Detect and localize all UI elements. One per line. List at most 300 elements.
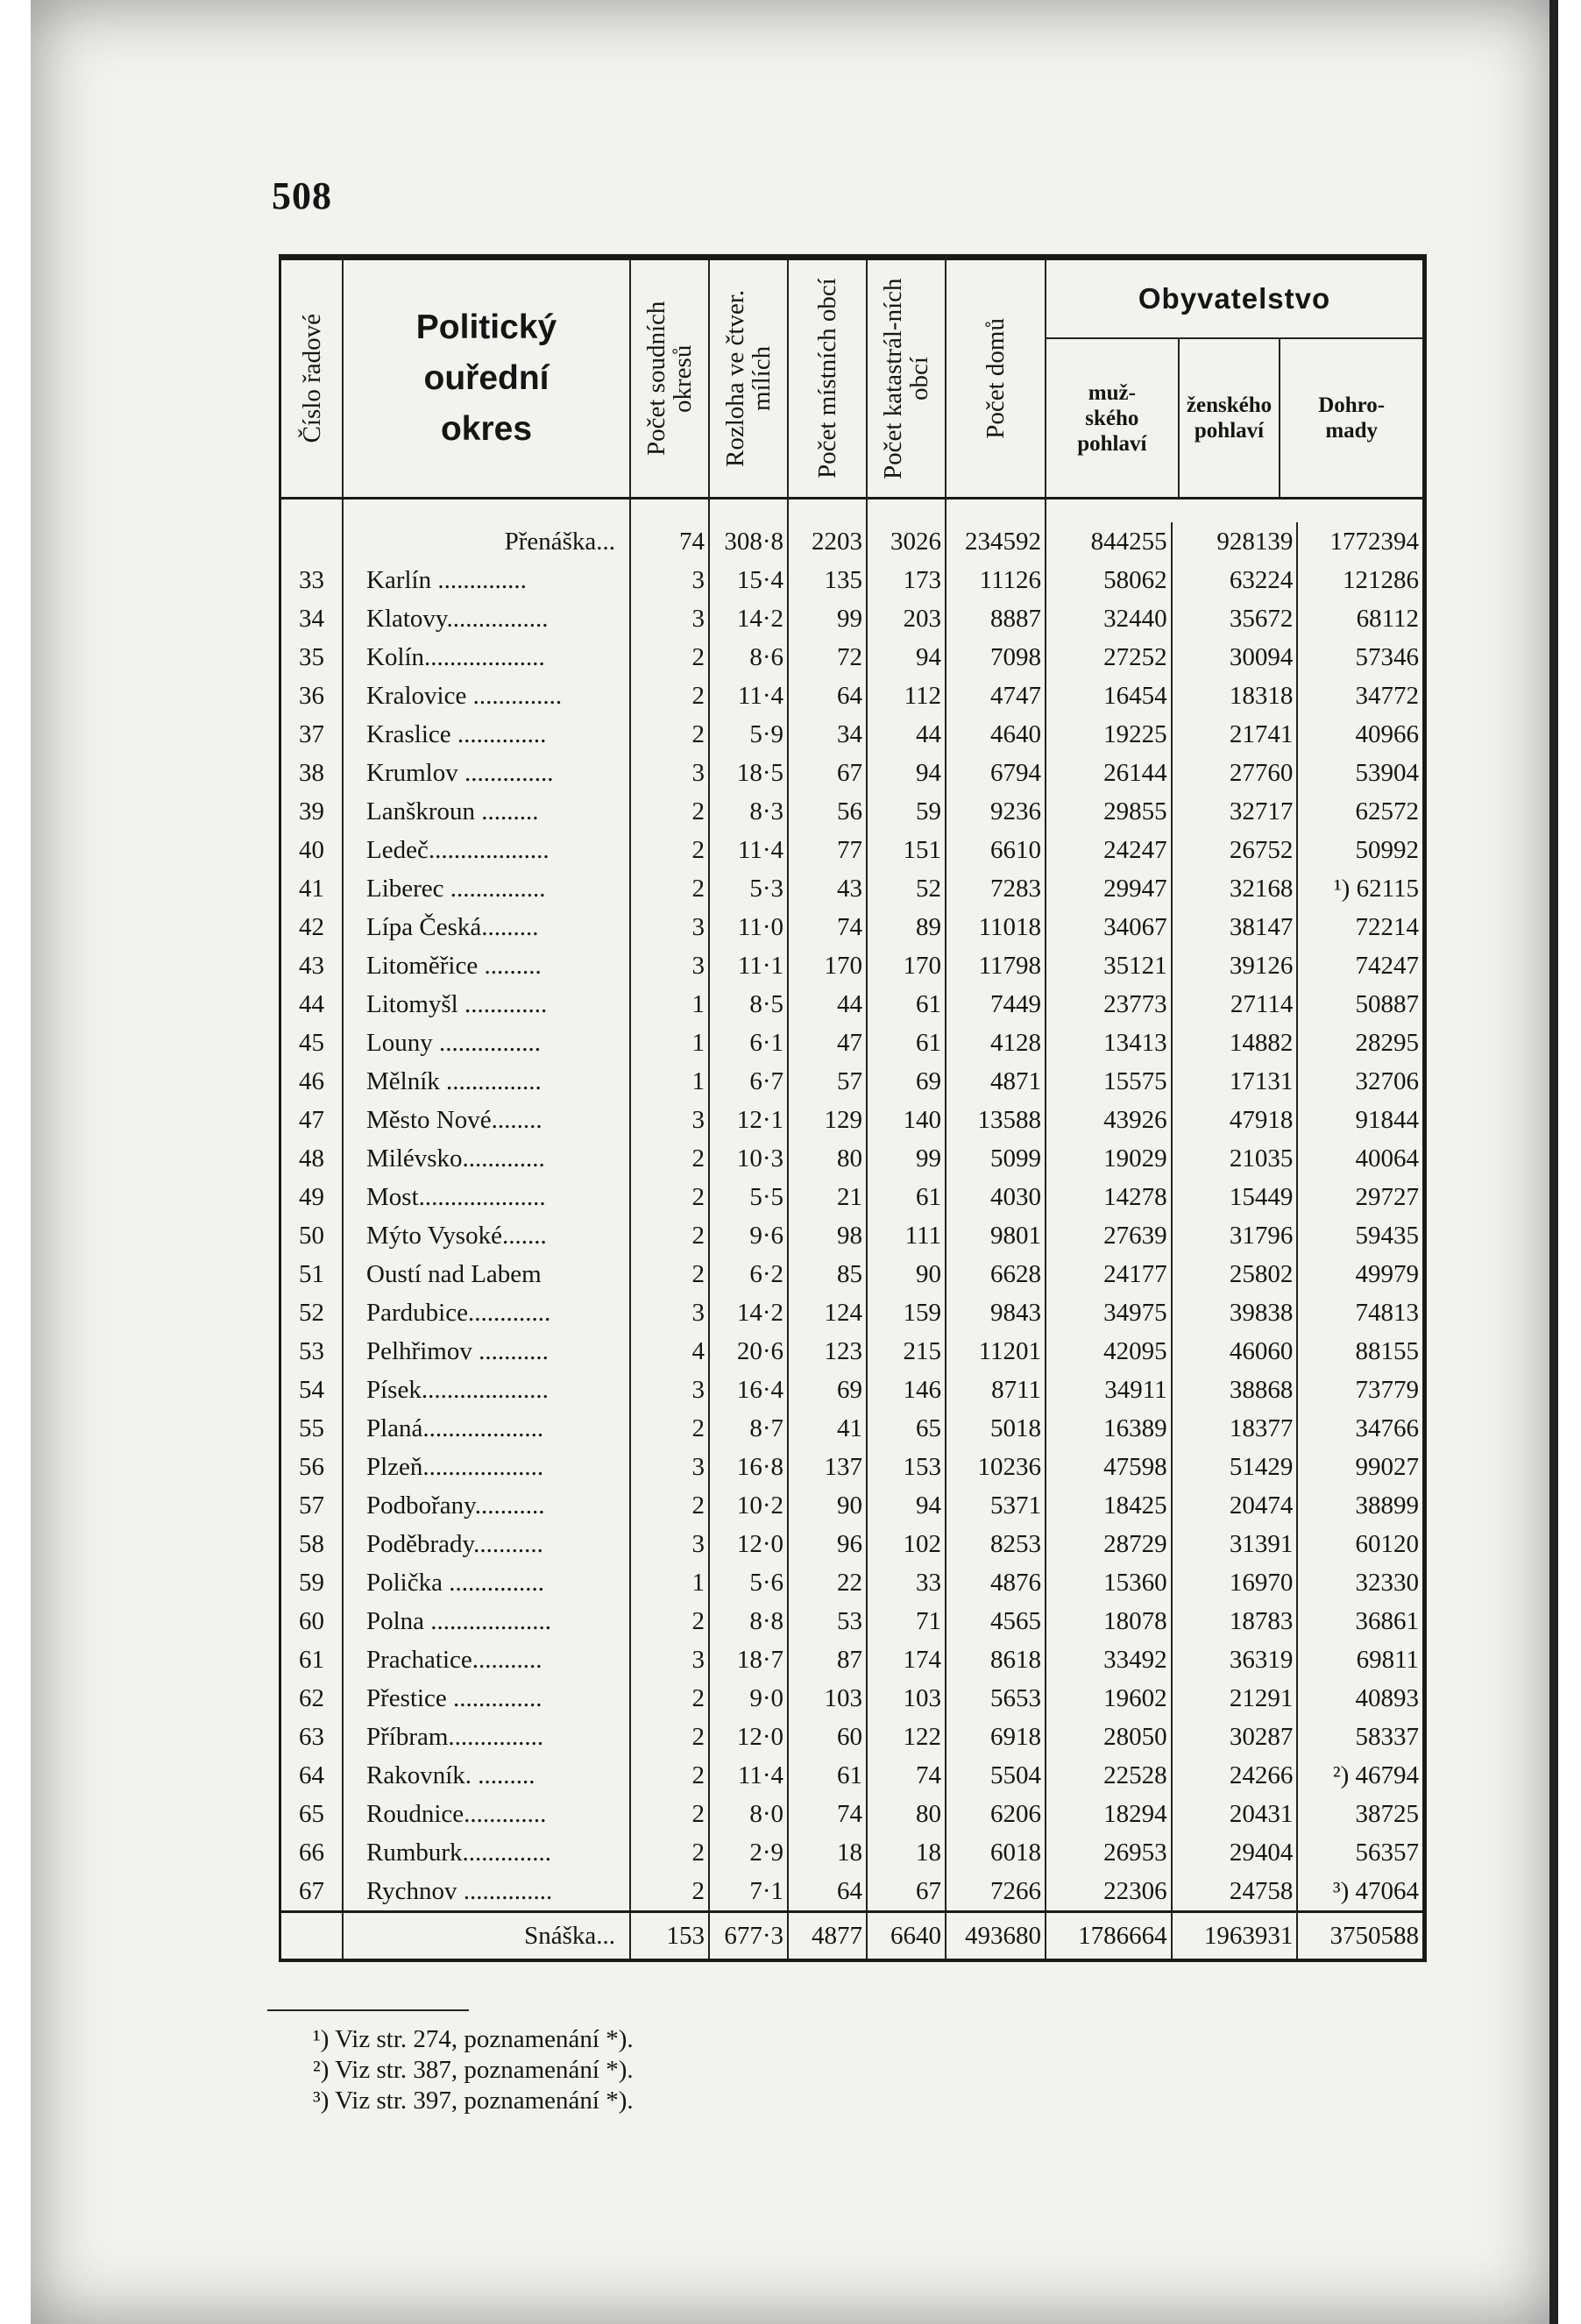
cell-c6: 22528 [1046, 1756, 1173, 1795]
cell-c4: 74 [867, 1756, 946, 1795]
cell-c1: 2 [630, 1409, 709, 1448]
carry-celkem: 1772394 [1329, 528, 1420, 556]
district-name: Polna ................... [343, 1602, 630, 1640]
cell-c1: 2 [630, 1718, 709, 1756]
cell-c2: 20·6 [709, 1332, 788, 1371]
cell-c8: 69811 [1356, 1646, 1420, 1674]
cell-c3: 74 [788, 908, 867, 946]
row-number: 66 [281, 1833, 343, 1872]
table-row [281, 599, 1422, 638]
cell-c6: 27639 [1046, 1216, 1173, 1255]
cell-c5: 8618 [946, 1640, 1046, 1679]
cell-c7: 38147 [1173, 908, 1299, 946]
cell-c7: 16970 [1173, 1563, 1299, 1602]
header-dohromady: Dohro-mady [1318, 393, 1386, 443]
district-name: Město Nové........ [343, 1101, 630, 1139]
cell-c1: 2 [630, 677, 709, 715]
district-name: Krumlov .............. [343, 754, 630, 792]
row-number: 45 [281, 1024, 343, 1062]
cell-c5: 6628 [946, 1255, 1046, 1293]
cell-c5: 4128 [946, 1024, 1046, 1062]
carry-muzi: 844255 [1046, 522, 1173, 561]
total-celkem: 3750588 [1329, 1922, 1420, 1950]
cell-c5: 4747 [946, 677, 1046, 715]
cell-c3: 18 [788, 1833, 867, 1872]
cell-c2: 6·1 [709, 1024, 788, 1062]
district-name: Rakovník. ......... [343, 1756, 630, 1795]
cell-c8: 57346 [1355, 643, 1420, 671]
cell-c8: ³) 47064 [1332, 1877, 1420, 1905]
cell-c8: 40893 [1355, 1684, 1420, 1712]
cell-c8: 73779 [1355, 1376, 1420, 1404]
cell-c4: 71 [867, 1602, 946, 1640]
page-scan [31, 0, 1556, 2324]
cell-c2: 2·9 [709, 1833, 788, 1872]
row-number: 59 [281, 1563, 343, 1602]
cell-c8: 29727 [1355, 1183, 1420, 1211]
cell-c6: 13413 [1046, 1024, 1173, 1062]
row-number: 34 [281, 599, 343, 638]
table-row [281, 1293, 1422, 1332]
row-number: 57 [281, 1486, 343, 1525]
cell-c6: 32440 [1046, 599, 1173, 638]
cell-c7: 24266 [1173, 1756, 1299, 1795]
row-number: 42 [281, 908, 343, 946]
cell-c7: 36319 [1173, 1640, 1299, 1679]
cell-c8: 68112 [1356, 605, 1420, 633]
district-name: Klatovy................ [343, 599, 630, 638]
cell-c6: 47598 [1046, 1448, 1173, 1486]
cell-c6: 28050 [1046, 1718, 1173, 1756]
table-row [281, 1024, 1422, 1062]
cell-c6: 15575 [1046, 1062, 1173, 1101]
table-row [281, 1216, 1422, 1255]
cell-c7: 14882 [1173, 1024, 1299, 1062]
district-name: Mělník ............... [343, 1062, 630, 1101]
district-name: Podbořany........... [343, 1486, 630, 1525]
cell-c2: 5·5 [709, 1178, 788, 1216]
row-number: 43 [281, 946, 343, 985]
cell-c7: 20431 [1173, 1795, 1299, 1833]
cell-c2: 7·1 [709, 1872, 788, 1912]
cell-c6: 26953 [1046, 1833, 1173, 1872]
footnote-text: Viz str. 387, poznamenání *). [335, 2056, 634, 2084]
header-obyvatelstvo-group [1046, 260, 1422, 499]
cell-c2: 6·7 [709, 1062, 788, 1101]
cell-c5: 6610 [946, 831, 1046, 869]
total-katastralnich: 6640 [867, 1912, 946, 1959]
cell-c6: 14278 [1046, 1178, 1173, 1216]
cell-c3: 43 [788, 869, 867, 908]
cell-c2: 8·6 [709, 638, 788, 677]
table-row [281, 1409, 1422, 1448]
footnote [313, 2055, 634, 2086]
cell-c3: 135 [788, 561, 867, 599]
cell-c1: 3 [630, 561, 709, 599]
cell-c5: 11126 [946, 561, 1046, 599]
carry-row [281, 499, 1422, 562]
cell-c5: 10236 [946, 1448, 1046, 1486]
row-number: 40 [281, 831, 343, 869]
cell-c1: 3 [630, 1448, 709, 1486]
cell-c2: 5·6 [709, 1563, 788, 1602]
cell-c1: 2 [630, 869, 709, 908]
district-name: Lanškroun ......... [343, 792, 630, 831]
cell-c6: 19029 [1046, 1139, 1173, 1178]
cell-c1: 3 [630, 1525, 709, 1563]
header-soudnich: Počet soudních okresů [630, 260, 709, 499]
cell-c7: 24758 [1173, 1872, 1299, 1910]
cell-c5: 4030 [946, 1178, 1046, 1216]
cell-c3: 64 [788, 677, 867, 715]
row-number: 61 [281, 1640, 343, 1679]
cell-c4: 80 [867, 1795, 946, 1833]
page-number: 508 [272, 174, 332, 217]
cell-c7: 25802 [1173, 1255, 1299, 1293]
row-number: 50 [281, 1216, 343, 1255]
cell-c5: 7283 [946, 869, 1046, 908]
cell-c3: 99 [788, 599, 867, 638]
cell-c7: 17131 [1173, 1062, 1299, 1101]
cell-c2: 8·3 [709, 792, 788, 831]
cell-c8: 32706 [1355, 1067, 1420, 1095]
cell-c7: 31796 [1173, 1216, 1299, 1255]
row-number: 48 [281, 1139, 343, 1178]
cell-c4: 67 [867, 1872, 946, 1912]
row-number: 52 [281, 1293, 343, 1332]
cell-c5: 5504 [946, 1756, 1046, 1795]
cell-c8: 72214 [1355, 913, 1420, 941]
row-number: 41 [281, 869, 343, 908]
cell-c2: 5·3 [709, 869, 788, 908]
cell-c1: 3 [630, 908, 709, 946]
cell-c8: 99027 [1355, 1453, 1420, 1481]
cell-c7: 31391 [1173, 1525, 1299, 1563]
cell-c5: 9843 [946, 1293, 1046, 1332]
cell-c6: 34067 [1046, 908, 1173, 946]
cell-c8: 50992 [1355, 836, 1420, 864]
row-number: 35 [281, 638, 343, 677]
cell-c2: 11·4 [709, 831, 788, 869]
cell-c1: 3 [630, 1293, 709, 1332]
row-number: 51 [281, 1255, 343, 1293]
cell-c7: 21291 [1173, 1679, 1299, 1718]
cell-c3: 96 [788, 1525, 867, 1563]
cell-c4: 174 [867, 1640, 946, 1679]
cell-c5: 5653 [946, 1679, 1046, 1718]
cell-c5: 4876 [946, 1563, 1046, 1602]
cell-c8: 91844 [1355, 1106, 1420, 1134]
cell-c3: 103 [788, 1679, 867, 1718]
cell-c8: 32330 [1355, 1569, 1420, 1597]
row-number: 58 [281, 1525, 343, 1563]
cell-c8: 56357 [1355, 1839, 1420, 1867]
cell-c6: 27252 [1046, 638, 1173, 677]
row-number: 53 [281, 1332, 343, 1371]
cell-c6: 15360 [1046, 1563, 1173, 1602]
row-number: 37 [281, 715, 343, 754]
row-number: 36 [281, 677, 343, 715]
cell-c4: 18 [867, 1833, 946, 1872]
table-row [281, 1486, 1422, 1525]
cell-c1: 3 [630, 946, 709, 985]
table-row [281, 1332, 1422, 1371]
cell-c1: 2 [630, 831, 709, 869]
cell-c8: ¹) 62115 [1333, 875, 1420, 903]
cell-c2: 12·1 [709, 1101, 788, 1139]
total-mistnich: 4877 [788, 1912, 867, 1959]
header-zenskeho: ženského pohlaví [1180, 339, 1281, 497]
cell-c5: 4871 [946, 1062, 1046, 1101]
cell-c4: 33 [867, 1563, 946, 1602]
cell-c7: 26752 [1173, 831, 1299, 869]
district-name: Přestice .............. [343, 1679, 630, 1718]
cell-c2: 8·0 [709, 1795, 788, 1833]
cell-c5: 6018 [946, 1833, 1046, 1872]
cell-c5: 11018 [946, 908, 1046, 946]
cell-c7: 21035 [1173, 1139, 1299, 1178]
cell-c5: 11201 [946, 1332, 1046, 1371]
carry-domu: 234592 [946, 499, 1046, 562]
cell-c3: 53 [788, 1602, 867, 1640]
table-row [281, 946, 1422, 985]
footnote-mark: ³) [313, 2087, 330, 2115]
cell-c2: 11·4 [709, 1756, 788, 1795]
district-name: Prachatice........... [343, 1640, 630, 1679]
cell-c3: 64 [788, 1872, 867, 1912]
row-number: 44 [281, 985, 343, 1024]
cell-c6: 29947 [1046, 869, 1173, 908]
cell-c6: 43926 [1046, 1101, 1173, 1139]
table-row [281, 561, 1422, 599]
cell-c1: 3 [630, 1640, 709, 1679]
cell-c2: 8·7 [709, 1409, 788, 1448]
cell-c7: 32717 [1173, 792, 1299, 831]
cell-c3: 137 [788, 1448, 867, 1486]
table-row [281, 792, 1422, 831]
cell-c3: 67 [788, 754, 867, 792]
cell-c6: 22306 [1046, 1872, 1173, 1910]
footnote-rule [267, 2009, 469, 2011]
cell-c4: 52 [867, 869, 946, 908]
table-row [281, 1563, 1422, 1602]
cell-c1: 2 [630, 1255, 709, 1293]
carry-label: Přenáška... [343, 499, 630, 562]
table-row [281, 1371, 1422, 1409]
cell-c7: 30287 [1173, 1718, 1299, 1756]
district-name: Planá................... [343, 1409, 630, 1448]
cell-c3: 80 [788, 1139, 867, 1178]
cell-c1: 3 [630, 1371, 709, 1409]
district-name: Mýto Vysoké....... [343, 1216, 630, 1255]
district-name: Lípa Česká......... [343, 908, 630, 946]
cell-c8: 74247 [1355, 952, 1420, 980]
cell-c1: 3 [630, 754, 709, 792]
footnotes [313, 2024, 634, 2116]
cell-c6: 23773 [1046, 985, 1173, 1024]
table-row [281, 1756, 1422, 1795]
cell-c3: 74 [788, 1795, 867, 1833]
cell-c1: 1 [630, 1062, 709, 1101]
cell-c7: 27114 [1173, 985, 1299, 1024]
total-row [281, 1912, 1422, 1959]
row-number: 54 [281, 1371, 343, 1409]
cell-c5: 9801 [946, 1216, 1046, 1255]
district-name: Příbram............... [343, 1718, 630, 1756]
cell-c7: 38868 [1173, 1371, 1299, 1409]
cell-c2: 18·7 [709, 1640, 788, 1679]
cell-c5: 7098 [946, 638, 1046, 677]
table-row [281, 1525, 1422, 1563]
cell-c5: 13588 [946, 1101, 1046, 1139]
cell-c7: 21741 [1173, 715, 1299, 754]
cell-c1: 1 [630, 1563, 709, 1602]
cell-c5: 5371 [946, 1486, 1046, 1525]
district-name: Pardubice............. [343, 1293, 630, 1332]
table-row [281, 985, 1422, 1024]
district-name: Most.................... [343, 1178, 630, 1216]
total-domu: 493680 [946, 1912, 1046, 1959]
cell-c4: 99 [867, 1139, 946, 1178]
table-row [281, 908, 1422, 946]
cell-c5: 5018 [946, 1409, 1046, 1448]
cell-c7: 51429 [1173, 1448, 1299, 1486]
cell-c4: 203 [867, 599, 946, 638]
cell-c3: 22 [788, 1563, 867, 1602]
cell-c4: 65 [867, 1409, 946, 1448]
cell-c7: 46060 [1173, 1332, 1299, 1371]
header-cislo: Číslo řadové [281, 260, 343, 499]
district-name: Karlín .............. [343, 561, 630, 599]
total-label: Snáška... [343, 1912, 630, 1959]
footnote-text: Viz str. 397, poznamenání *). [335, 2087, 634, 2115]
district-name: Plzeň................... [343, 1448, 630, 1486]
row-number: 62 [281, 1679, 343, 1718]
table-row [281, 1640, 1422, 1679]
cell-c5: 8887 [946, 599, 1046, 638]
cell-c3: 60 [788, 1718, 867, 1756]
cell-c4: 146 [867, 1371, 946, 1409]
cell-c2: 9·6 [709, 1216, 788, 1255]
cell-c7: 39838 [1173, 1293, 1299, 1332]
cell-c4: 159 [867, 1293, 946, 1332]
cell-c6: 29855 [1046, 792, 1173, 831]
total-muzi: 1786664 [1046, 1913, 1173, 1959]
cell-c4: 111 [867, 1216, 946, 1255]
cell-c7: 15449 [1173, 1178, 1299, 1216]
cell-c1: 2 [630, 1486, 709, 1525]
cell-c3: 61 [788, 1756, 867, 1795]
cell-c2: 6·2 [709, 1255, 788, 1293]
cell-c4: 89 [867, 908, 946, 946]
cell-c8: 74813 [1355, 1299, 1420, 1327]
row-number: 65 [281, 1795, 343, 1833]
cell-c2: 9·0 [709, 1679, 788, 1718]
table-row [281, 715, 1422, 754]
cell-c2: 11·0 [709, 908, 788, 946]
cell-c8: ²) 46794 [1332, 1761, 1420, 1789]
cell-c5: 8253 [946, 1525, 1046, 1563]
cell-c6: 24247 [1046, 831, 1173, 869]
cell-c2: 14·2 [709, 1293, 788, 1332]
cell-c5: 6206 [946, 1795, 1046, 1833]
cell-c8: 40064 [1355, 1144, 1420, 1173]
cell-c8: 62572 [1355, 797, 1420, 825]
carry-mistnich: 2203 [788, 499, 867, 562]
cell-c3: 90 [788, 1486, 867, 1525]
row-number: 56 [281, 1448, 343, 1486]
cell-c1: 2 [630, 1178, 709, 1216]
cell-c8: 53904 [1355, 759, 1420, 787]
cell-c8: 40966 [1355, 720, 1420, 748]
cell-c6: 18294 [1046, 1795, 1173, 1833]
cell-c3: 56 [788, 792, 867, 831]
row-number: 33 [281, 561, 343, 599]
cell-c1: 2 [630, 1833, 709, 1872]
header-obyvatelstvo: Obyvatelstvo [1046, 260, 1422, 339]
district-name: Roudnice............. [343, 1795, 630, 1833]
cell-c6: 26144 [1046, 754, 1173, 792]
district-name: Kralovice .............. [343, 677, 630, 715]
cell-c4: 173 [867, 561, 946, 599]
cell-c1: 4 [630, 1332, 709, 1371]
cell-c1: 2 [630, 1756, 709, 1795]
district-name: Litoměřice ......... [343, 946, 630, 985]
table-row [281, 831, 1422, 869]
footnote-mark: ²) [313, 2056, 330, 2084]
cell-c7: 39126 [1173, 946, 1299, 985]
header-katastralnich: Počet katastrál-ních obcí [867, 260, 946, 499]
cell-c2: 12·0 [709, 1525, 788, 1563]
table-row [281, 677, 1422, 715]
cell-c5: 11798 [946, 946, 1046, 985]
district-name: Rumburk.............. [343, 1833, 630, 1872]
cell-c2: 8·5 [709, 985, 788, 1024]
page-edge [1549, 0, 1558, 2324]
cell-c3: 57 [788, 1062, 867, 1101]
cell-c8: 28295 [1355, 1029, 1420, 1057]
cell-c8: 49979 [1355, 1260, 1420, 1288]
cell-c6: 16389 [1046, 1409, 1173, 1448]
cell-c4: 59 [867, 792, 946, 831]
total-zeny: 1963931 [1173, 1913, 1299, 1959]
table-row [281, 1718, 1422, 1756]
cell-c1: 2 [630, 1795, 709, 1833]
cell-c1: 2 [630, 1679, 709, 1718]
cell-c2: 16·8 [709, 1448, 788, 1486]
cell-c7: 32168 [1173, 869, 1299, 908]
district-name: Kolín................... [343, 638, 630, 677]
cell-c6: 16454 [1046, 677, 1173, 715]
cell-c4: 112 [867, 677, 946, 715]
table-row [281, 1679, 1422, 1718]
cell-c4: 94 [867, 1486, 946, 1525]
row-number: 39 [281, 792, 343, 831]
cell-c3: 21 [788, 1178, 867, 1216]
cell-c6: 24177 [1046, 1255, 1173, 1293]
footnote-mark: ¹) [313, 2025, 330, 2053]
table-header [281, 260, 1422, 499]
cell-c5: 4565 [946, 1602, 1046, 1640]
district-name: Louny ................ [343, 1024, 630, 1062]
cell-c3: 124 [788, 1293, 867, 1332]
carry-zeny: 928139 [1173, 522, 1299, 561]
cell-c3: 129 [788, 1101, 867, 1139]
table-row [281, 1139, 1422, 1178]
cell-c2: 11·1 [709, 946, 788, 985]
table-row [281, 1602, 1422, 1640]
cell-c8: 50887 [1355, 990, 1420, 1018]
